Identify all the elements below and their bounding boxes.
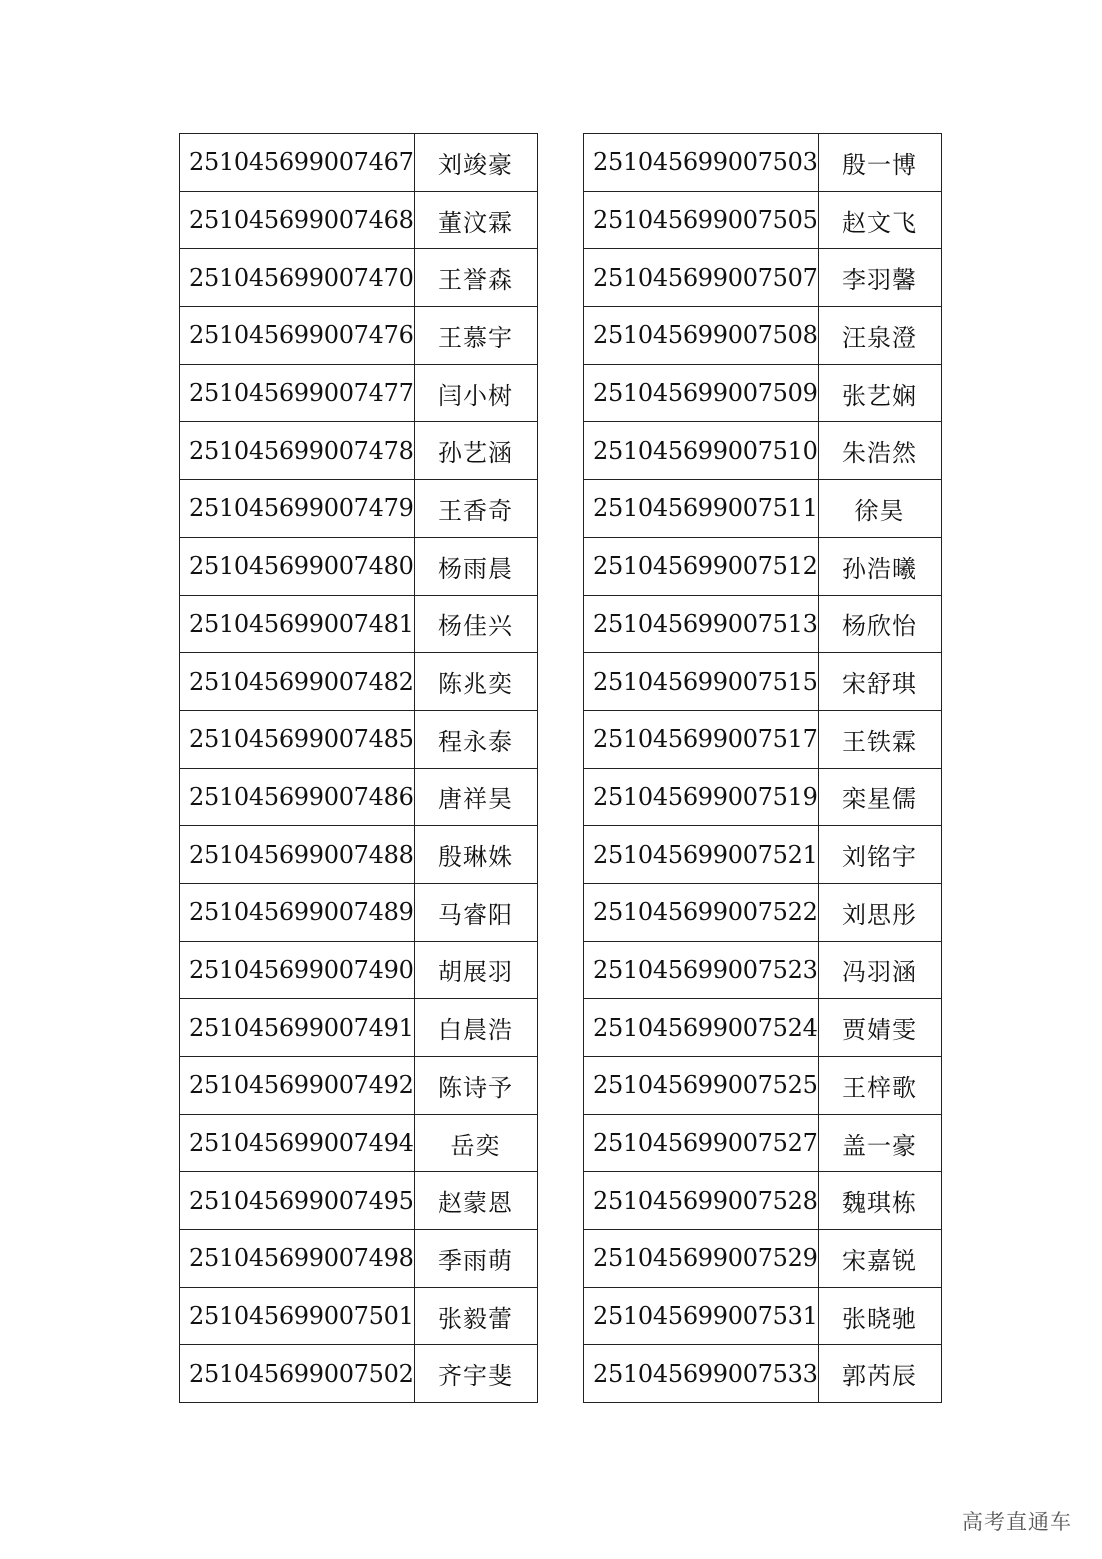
candidate-id-cell: 251045699007503 bbox=[584, 134, 819, 192]
candidate-id-cell: 251045699007476 bbox=[180, 307, 415, 365]
candidate-name-cell: 马睿阳 bbox=[414, 883, 537, 941]
table-row bbox=[584, 653, 942, 711]
table-row bbox=[180, 1114, 538, 1172]
candidate-id-cell: 251045699007515 bbox=[584, 653, 819, 711]
candidate-name-cell: 王香奇 bbox=[414, 480, 537, 538]
table-row bbox=[180, 826, 538, 884]
table-row bbox=[584, 710, 942, 768]
candidate-name-cell: 孙艺涵 bbox=[414, 422, 537, 480]
candidate-name-cell: 刘思彤 bbox=[818, 883, 941, 941]
candidate-id-cell: 251045699007488 bbox=[180, 826, 415, 884]
candidate-name-cell: 朱浩然 bbox=[818, 422, 941, 480]
table-row bbox=[180, 307, 538, 365]
table-row bbox=[180, 653, 538, 711]
candidate-name-cell: 徐昊 bbox=[818, 480, 941, 538]
candidate-name-cell: 赵蒙恩 bbox=[414, 1172, 537, 1230]
candidate-name-cell: 宋舒琪 bbox=[818, 653, 941, 711]
candidate-name-cell: 杨欣怡 bbox=[818, 595, 941, 653]
table-row bbox=[180, 999, 538, 1057]
candidate-id-cell: 251045699007481 bbox=[180, 595, 415, 653]
candidate-name-cell: 郭芮辰 bbox=[818, 1345, 941, 1403]
table-row bbox=[584, 249, 942, 307]
candidate-id-cell: 251045699007480 bbox=[180, 537, 415, 595]
candidate-id-cell: 251045699007489 bbox=[180, 883, 415, 941]
table-row bbox=[180, 1345, 538, 1403]
candidate-name-cell: 赵文飞 bbox=[818, 191, 941, 249]
table-row bbox=[584, 134, 942, 192]
table-row bbox=[180, 1287, 538, 1345]
table-row bbox=[180, 883, 538, 941]
candidate-name-cell: 闫小树 bbox=[414, 364, 537, 422]
candidate-id-cell: 251045699007479 bbox=[180, 480, 415, 538]
table-row bbox=[584, 1057, 942, 1115]
candidate-id-cell: 251045699007510 bbox=[584, 422, 819, 480]
candidate-name-cell: 殷琳姝 bbox=[414, 826, 537, 884]
candidate-id-cell: 251045699007468 bbox=[180, 191, 415, 249]
candidate-id-cell: 251045699007528 bbox=[584, 1172, 819, 1230]
table-row bbox=[584, 941, 942, 999]
table-row bbox=[180, 249, 538, 307]
candidate-id-cell: 251045699007494 bbox=[180, 1114, 415, 1172]
table-row bbox=[584, 364, 942, 422]
candidate-name-cell: 杨雨晨 bbox=[414, 537, 537, 595]
table-row bbox=[180, 191, 538, 249]
table-row bbox=[584, 595, 942, 653]
candidate-name-cell: 胡展羽 bbox=[414, 941, 537, 999]
table-row bbox=[584, 1345, 942, 1403]
candidate-id-cell: 251045699007521 bbox=[584, 826, 819, 884]
candidate-name-cell: 陈诗予 bbox=[414, 1057, 537, 1115]
candidate-name-cell: 贾婧雯 bbox=[818, 999, 941, 1057]
candidate-name-cell: 岳奕 bbox=[414, 1114, 537, 1172]
candidate-id-cell: 251045699007531 bbox=[584, 1287, 819, 1345]
candidate-name-cell: 季雨萌 bbox=[414, 1230, 537, 1288]
candidate-id-cell: 251045699007482 bbox=[180, 653, 415, 711]
table-row bbox=[180, 480, 538, 538]
table-row bbox=[584, 883, 942, 941]
candidate-id-cell: 251045699007529 bbox=[584, 1230, 819, 1288]
candidate-id-cell: 251045699007509 bbox=[584, 364, 819, 422]
watermark-text: 高考直通车 bbox=[962, 1510, 1072, 1534]
table-row bbox=[584, 1287, 942, 1345]
candidate-id-cell: 251045699007517 bbox=[584, 710, 819, 768]
table-row bbox=[180, 364, 538, 422]
candidate-name-cell: 杨佳兴 bbox=[414, 595, 537, 653]
candidate-name-cell: 齐宇斐 bbox=[414, 1345, 537, 1403]
candidate-name-cell: 陈兆奕 bbox=[414, 653, 537, 711]
candidate-name-cell: 汪泉澄 bbox=[818, 307, 941, 365]
table-row bbox=[584, 1230, 942, 1288]
table-row bbox=[180, 941, 538, 999]
roster-table-left-body bbox=[180, 134, 538, 1403]
candidate-id-cell: 251045699007533 bbox=[584, 1345, 819, 1403]
candidate-name-cell: 殷一博 bbox=[818, 134, 941, 192]
candidate-name-cell: 王慕宇 bbox=[414, 307, 537, 365]
candidate-id-cell: 251045699007467 bbox=[180, 134, 415, 192]
table-row bbox=[180, 1172, 538, 1230]
candidate-id-cell: 251045699007505 bbox=[584, 191, 819, 249]
candidate-id-cell: 251045699007485 bbox=[180, 710, 415, 768]
candidate-name-cell: 程永泰 bbox=[414, 710, 537, 768]
candidate-name-cell: 张艺娴 bbox=[818, 364, 941, 422]
candidate-id-cell: 251045699007502 bbox=[180, 1345, 415, 1403]
table-row bbox=[584, 422, 942, 480]
table-row bbox=[584, 307, 942, 365]
candidate-id-cell: 251045699007501 bbox=[180, 1287, 415, 1345]
candidate-name-cell: 王铁霖 bbox=[818, 710, 941, 768]
candidate-id-cell: 251045699007470 bbox=[180, 249, 415, 307]
table-row bbox=[584, 480, 942, 538]
candidate-id-cell: 251045699007495 bbox=[180, 1172, 415, 1230]
candidate-id-cell: 251045699007508 bbox=[584, 307, 819, 365]
candidate-id-cell: 251045699007524 bbox=[584, 999, 819, 1057]
candidate-id-cell: 251045699007513 bbox=[584, 595, 819, 653]
candidate-name-cell: 盖一豪 bbox=[818, 1114, 941, 1172]
candidate-id-cell: 251045699007486 bbox=[180, 768, 415, 826]
candidate-id-cell: 251045699007492 bbox=[180, 1057, 415, 1115]
table-row bbox=[180, 537, 538, 595]
table-row bbox=[584, 1114, 942, 1172]
candidate-name-cell: 魏琪栋 bbox=[818, 1172, 941, 1230]
table-row bbox=[584, 826, 942, 884]
candidate-name-cell: 宋嘉锐 bbox=[818, 1230, 941, 1288]
roster-table-right bbox=[583, 133, 942, 1403]
candidate-id-cell: 251045699007523 bbox=[584, 941, 819, 999]
candidate-name-cell: 刘铭宇 bbox=[818, 826, 941, 884]
candidate-id-cell: 251045699007522 bbox=[584, 883, 819, 941]
candidate-name-cell: 冯羽涵 bbox=[818, 941, 941, 999]
candidate-id-cell: 251045699007527 bbox=[584, 1114, 819, 1172]
table-row bbox=[180, 1057, 538, 1115]
candidate-name-cell: 李羽馨 bbox=[818, 249, 941, 307]
table-row bbox=[180, 134, 538, 192]
candidate-name-cell: 王誉森 bbox=[414, 249, 537, 307]
table-row bbox=[180, 422, 538, 480]
table-row bbox=[584, 768, 942, 826]
table-row bbox=[180, 1230, 538, 1288]
candidate-name-cell: 董汶霖 bbox=[414, 191, 537, 249]
roster-table-right-body bbox=[584, 134, 942, 1403]
candidate-id-cell: 251045699007491 bbox=[180, 999, 415, 1057]
table-row bbox=[584, 1172, 942, 1230]
candidate-id-cell: 251045699007477 bbox=[180, 364, 415, 422]
table-row bbox=[584, 537, 942, 595]
candidate-name-cell: 张毅蕾 bbox=[414, 1287, 537, 1345]
candidate-name-cell: 唐祥昊 bbox=[414, 768, 537, 826]
candidate-id-cell: 251045699007498 bbox=[180, 1230, 415, 1288]
candidate-id-cell: 251045699007519 bbox=[584, 768, 819, 826]
candidate-id-cell: 251045699007507 bbox=[584, 249, 819, 307]
candidate-name-cell: 刘竣豪 bbox=[414, 134, 537, 192]
candidate-id-cell: 251045699007525 bbox=[584, 1057, 819, 1115]
candidate-name-cell: 栾星儒 bbox=[818, 768, 941, 826]
candidate-id-cell: 251045699007478 bbox=[180, 422, 415, 480]
table-row bbox=[584, 191, 942, 249]
candidate-id-cell: 251045699007512 bbox=[584, 537, 819, 595]
table-row bbox=[180, 595, 538, 653]
candidate-name-cell: 孙浩曦 bbox=[818, 537, 941, 595]
table-row bbox=[180, 768, 538, 826]
candidate-name-cell: 张晓驰 bbox=[818, 1287, 941, 1345]
roster-table-left bbox=[179, 133, 538, 1403]
candidate-name-cell: 王梓歌 bbox=[818, 1057, 941, 1115]
candidate-id-cell: 251045699007511 bbox=[584, 480, 819, 538]
table-row bbox=[180, 710, 538, 768]
candidate-id-cell: 251045699007490 bbox=[180, 941, 415, 999]
table-row bbox=[584, 999, 942, 1057]
candidate-name-cell: 白晨浩 bbox=[414, 999, 537, 1057]
